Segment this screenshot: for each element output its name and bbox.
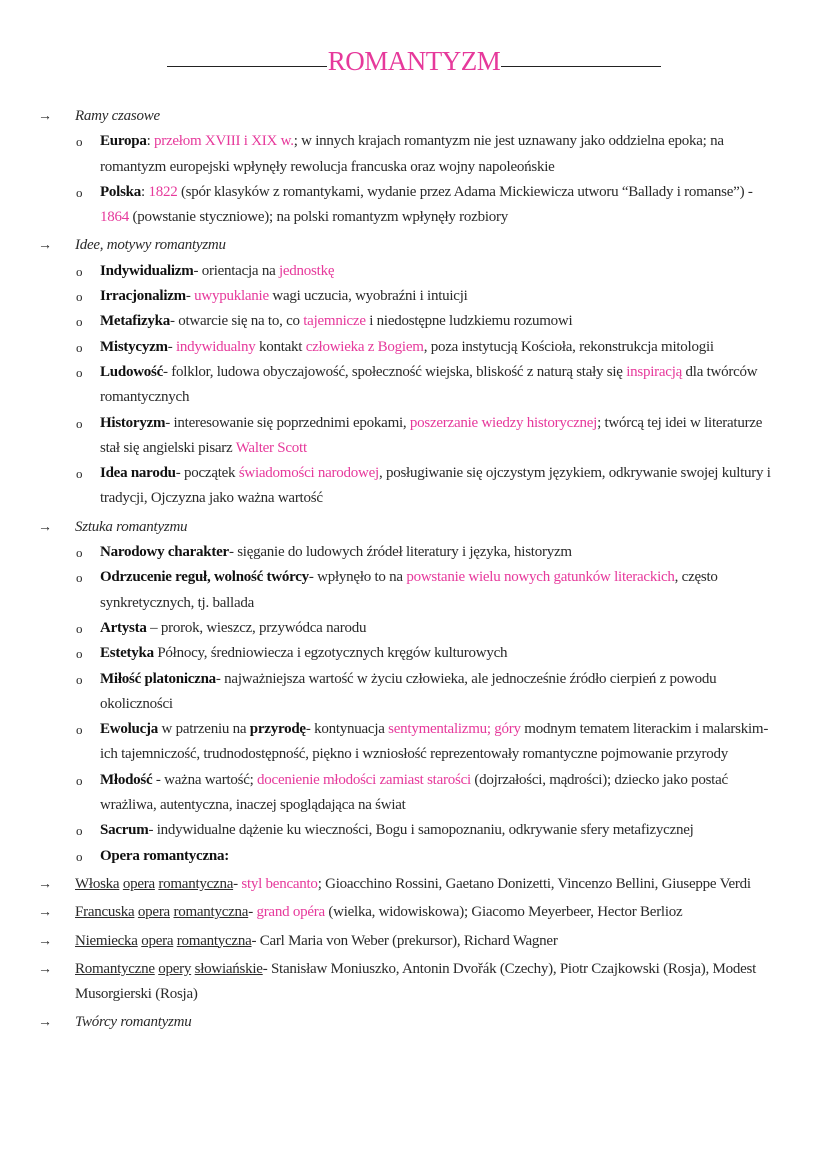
arrow-icon: → (38, 109, 52, 124)
bullet-icon: o (76, 646, 83, 662)
term: Irracjonalizm (100, 288, 186, 305)
text: - początek (175, 465, 239, 482)
arrow-icon: → (38, 876, 52, 892)
bullet-icon: o (76, 364, 83, 380)
bullet-icon: o (76, 289, 83, 305)
text: - (167, 338, 176, 355)
underlined-text: opera (141, 932, 174, 949)
text: Północy, średniowiecza i egzotycznych kręgów kulturowych (153, 645, 508, 662)
bullet-icon: o (76, 772, 83, 788)
highlight: sentymentalizmu; góry (388, 721, 521, 738)
arrow-icon: → (38, 519, 52, 535)
bullet-icon: o (76, 263, 83, 279)
section-item (38, 1010, 778, 1035)
term: Ludowość (100, 363, 164, 380)
term: Idea narodu (100, 465, 176, 482)
text: – prorok, wieszcz, przywódca narodu (146, 619, 367, 636)
term: Mistycyzm (100, 338, 168, 355)
bullet-icon: o (76, 823, 83, 839)
bullet-icon: o (76, 314, 83, 330)
bullet-icon: o (76, 545, 83, 561)
text: ; w innych krajach romantyzm nie jest uznawany jako oddzielna epoka; na romantyzm europejski wpłynęły rewolucja francuska oraz wojny napoleońskie (100, 133, 724, 175)
underlined-text: opery (158, 960, 192, 977)
text: - folklor, ludowa obyczajowość, społeczność wiejska, bliskość z naturą stały się (163, 363, 627, 380)
highlight: indywidualny (175, 338, 256, 355)
highlight: jednostkę (278, 262, 335, 279)
section-item (38, 929, 778, 954)
term: Odrzucenie reguł, wolność twórcy (100, 569, 309, 586)
bullet-icon: o (76, 339, 83, 355)
highlight: Walter Scott (235, 439, 307, 456)
highlight: powstanie wielu nowych gatunków literackich (406, 569, 675, 586)
list-item (38, 768, 778, 819)
bullet-icon: o (76, 134, 83, 150)
text: : (146, 133, 154, 150)
underlined-text: romantyczna (158, 875, 234, 892)
highlight: styl bencanto (241, 875, 318, 892)
bullet-icon: o (76, 671, 83, 687)
list-item (38, 309, 778, 334)
term: Miłość platoniczna (100, 670, 216, 687)
highlight: tajemnicze (303, 313, 366, 330)
term: Ewolucja (100, 721, 158, 738)
text: - wpłynęło to na (308, 569, 407, 586)
highlight: przełom XVIII i XIX w. (154, 133, 294, 150)
arrow-icon: → (38, 905, 52, 921)
underlined-text: romantyczna (173, 904, 249, 921)
underlined-text: Francuska (75, 904, 135, 921)
term: Opera romantyczna: (100, 847, 229, 864)
list-item (38, 844, 778, 869)
term: Sacrum (100, 822, 149, 839)
text: , często synkretycznych, tj. ballada (100, 569, 718, 611)
text: i niedostępne ludzkiemu rozumowi (365, 313, 573, 330)
term: Artysta (100, 619, 147, 636)
term: Narodowy charakter (100, 544, 229, 561)
list-item (38, 616, 778, 641)
term: Młodość (100, 771, 153, 788)
highlight: człowieka z Bogiem (305, 338, 424, 355)
text: dla twórców romantycznych (100, 363, 758, 406)
bullet-icon: o (76, 184, 83, 200)
page-title: ROMANTYZM (327, 46, 501, 76)
title-rule-right (501, 66, 661, 67)
section-item (38, 233, 778, 258)
highlight: 1864 (100, 209, 129, 226)
text: - (233, 875, 242, 892)
list-item (38, 335, 778, 360)
highlight: docenienie młodości zamiast starości (257, 771, 471, 788)
text: wagi uczucia, wyobraźni i intuicji (268, 288, 468, 305)
section-item (38, 957, 778, 1008)
underlined-text: Niemiecka (75, 932, 138, 949)
text: - Carl Maria von Weber (prekursor), Richard Wagner (251, 932, 558, 949)
bullet-icon: o (76, 570, 83, 586)
text: - otwarcie się na to, co (169, 313, 304, 330)
bullet-icon: o (76, 848, 83, 864)
list-item (38, 641, 778, 666)
list-item (38, 540, 778, 565)
highlight: inspiracją (626, 363, 683, 380)
list-item (38, 129, 778, 180)
title-rule-left (167, 66, 327, 67)
text: - (248, 904, 257, 921)
title-bar (0, 46, 828, 77)
list-item (38, 565, 778, 616)
text: - kontynuacja (305, 721, 389, 738)
section-item (38, 872, 778, 897)
section-heading: Idee, motywy romantyzmu (75, 237, 226, 254)
highlight: 1822 (148, 183, 178, 200)
highlight: uwypuklanie (194, 288, 269, 305)
text: - Stanisław Moniuszko, Antonin Dvořák (Czechy), Piotr Czajkowski (Rosja), Modest Musorgierski (Rosja) (75, 960, 756, 1003)
section-item (38, 515, 778, 540)
text: , posługiwanie się ojczystym językiem, odkrywanie swojej kultury i tradycji, Ojczyzna jako ważna wartość (100, 465, 771, 507)
arrow-icon: → (38, 1015, 52, 1031)
text: - najważniejsza wartość w życiu człowieka, ale jednocześnie źródło cierpień z powodu okoliczności (100, 670, 717, 712)
list-item (38, 818, 778, 843)
underlined-text: słowiańskie (194, 960, 263, 977)
term: Europa (100, 133, 147, 150)
list-item (38, 717, 778, 768)
list-item (38, 360, 778, 411)
underlined-text: opera (137, 904, 170, 921)
list-item (38, 667, 778, 718)
text: - sięganie do ludowych źródeł literatury i języka, historyzm (228, 544, 572, 561)
arrow-icon: → (38, 238, 52, 254)
bullet-icon: o (76, 722, 83, 738)
list-item (38, 180, 778, 231)
arrow-icon: → (38, 933, 52, 949)
term: Estetyka (100, 645, 154, 662)
section-item (38, 900, 778, 925)
text: ; twórcą tej idei w literaturze stał się angielski pisarz (100, 414, 763, 456)
underlined-text: opera (122, 875, 155, 892)
section-item (38, 104, 778, 129)
text: - (185, 288, 195, 305)
text: kontakt (255, 338, 306, 355)
text: , poza instytucją Kościoła, rekonstrukcja mitologii (423, 338, 714, 355)
bullet-icon: o (76, 620, 83, 636)
text: - indywidualne dążenie ku wieczności, Bogu i samopoznaniu, odkrywanie sfery metafizycznej (148, 822, 694, 839)
text: modnym tematem literackim i malarskim- ich tajemniczość, trudnodostępność, piękno i wzniosłość reprezentowały romantyczne pojmowanie przyrody (100, 721, 769, 763)
list-item (38, 259, 778, 284)
section-heading: Sztuka romantyzmu (75, 518, 188, 535)
text: - orientacja na (193, 262, 279, 279)
bullet-icon: o (76, 415, 83, 431)
text: (dojrzałości, mądrości); dziecko jako postać wrażliwa, autentyczna, inaczej spoglądająca na świat (100, 771, 728, 814)
underlined-text: romantyczna (176, 932, 252, 949)
arrow-icon: → (38, 961, 52, 977)
document-body (38, 104, 778, 1036)
term: Historyzm (100, 414, 166, 431)
term: Indywidualizm (100, 262, 194, 279)
text: ; Gioacchino Rossini, Gaetano Donizetti, Vincenzo Bellini, Giuseppe Verdi (317, 875, 751, 892)
text: (spór klasyków z romantykami, wydanie przez Adama Mickiewicza utworu “Ballady i romanse”) - (177, 183, 753, 200)
list-item (38, 411, 778, 462)
highlight: grand opéra (256, 904, 325, 921)
section-heading: Ramy czasowe (75, 108, 160, 124)
section-heading: Twórcy romantyzmu (75, 1014, 192, 1031)
text: w patrzeniu na (158, 721, 250, 738)
highlight: świadomości narodowej (238, 465, 379, 482)
highlight: poszerzanie wiedzy historycznej (409, 414, 598, 431)
text: - interesowanie się poprzednimi epokami, (165, 414, 410, 431)
term: Metafizyka (100, 313, 170, 330)
bullet-icon: o (76, 466, 83, 482)
text: : (141, 183, 149, 200)
term: Polska (100, 183, 142, 200)
list-item (38, 461, 778, 512)
term: przyrodę (249, 721, 306, 738)
underlined-text: Romantyczne (75, 960, 155, 977)
text: (wielka, widowiskowa); Giacomo Meyerbeer, Hector Berlioz (324, 904, 683, 921)
list-item (38, 284, 778, 309)
text: - ważna wartość; (152, 771, 258, 788)
text: (powstanie styczniowe); na polski romantyzm wpłynęły rozbiory (129, 209, 508, 226)
underlined-text: Włoska (75, 875, 120, 892)
